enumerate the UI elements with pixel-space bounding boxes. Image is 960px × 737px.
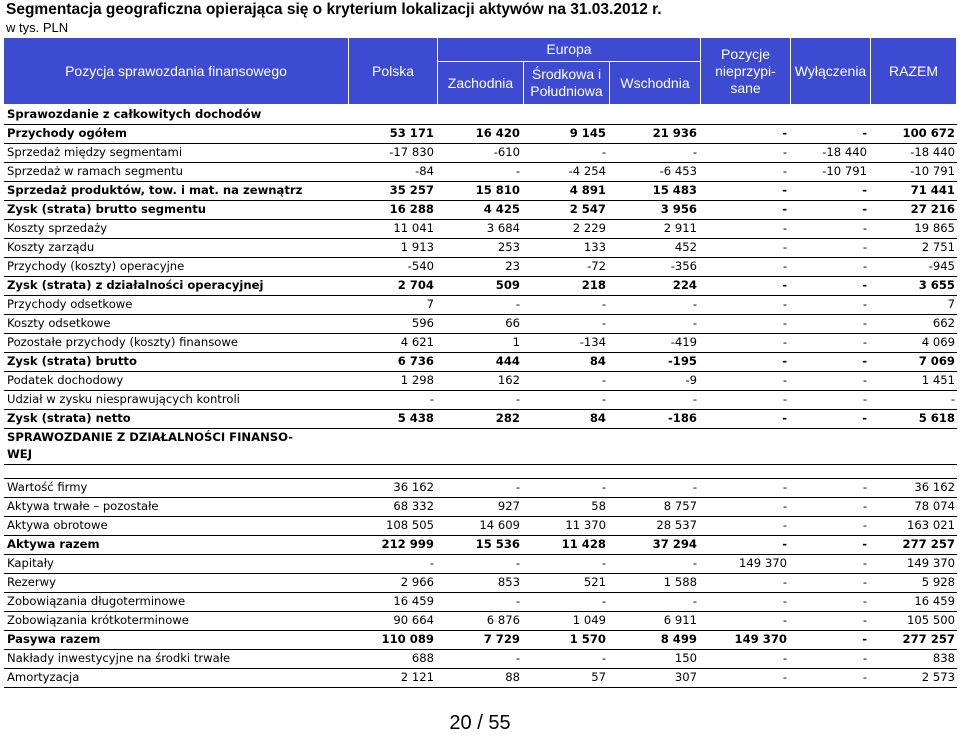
page-number: 20 / 55 xyxy=(449,712,511,734)
row-value: 662 xyxy=(932,316,955,330)
row-value: 84 xyxy=(589,354,606,368)
row-label: Zobowiązania długoterminowe xyxy=(7,594,186,608)
row-value: 838 xyxy=(932,651,955,665)
row-value: - xyxy=(601,145,606,159)
table-row xyxy=(4,125,957,144)
row-value: - xyxy=(862,354,867,368)
table-row xyxy=(4,182,957,201)
row-value: 15 483 xyxy=(652,183,697,197)
table-row xyxy=(4,239,957,258)
table-row xyxy=(4,574,957,593)
row-value: - xyxy=(862,537,867,551)
row-label: Amortyzacja xyxy=(7,670,80,684)
row-value: - xyxy=(782,126,787,140)
table-row xyxy=(4,517,957,536)
row-value: 521 xyxy=(583,575,606,589)
row-value: -72 xyxy=(587,259,606,273)
row-value: - xyxy=(782,575,787,589)
row-value: 596 xyxy=(411,316,434,330)
row-value: -540 xyxy=(407,259,434,273)
row-value: 16 288 xyxy=(389,202,434,216)
row-value: 2 547 xyxy=(569,202,606,216)
row-value: - xyxy=(862,202,867,216)
row-value: - xyxy=(515,164,520,178)
row-value: 53 171 xyxy=(389,126,434,140)
row-value: 11 428 xyxy=(561,537,606,551)
header-europa-group xyxy=(438,38,701,104)
row-value: 3 684 xyxy=(486,221,520,235)
table-row xyxy=(4,410,957,429)
row-value: -10 791 xyxy=(910,164,955,178)
row-value: 452 xyxy=(674,240,697,254)
table-row xyxy=(4,201,957,220)
row-label: Wartość firmy xyxy=(7,480,88,494)
row-value: 2 751 xyxy=(921,240,955,254)
row-value: -18 440 xyxy=(910,145,955,159)
row-value: - xyxy=(601,392,606,406)
row-value: 58 xyxy=(591,499,606,513)
row-value: 7 069 xyxy=(918,354,955,368)
row-label: Podatek dochodowy xyxy=(7,373,124,387)
row-value: 1 588 xyxy=(663,575,697,589)
row-label: Sprzedaż między segmentami xyxy=(7,145,183,159)
row-value: 3 956 xyxy=(660,202,697,216)
row-value: 21 936 xyxy=(652,126,697,140)
row-value: 66 xyxy=(505,316,520,330)
row-value: - xyxy=(862,651,867,665)
row-value: - xyxy=(862,278,867,292)
row-value: - xyxy=(782,145,787,159)
row-value: 277 257 xyxy=(902,537,955,551)
header-wschodnia: Wschodnia xyxy=(610,62,701,104)
row-value: 36 162 xyxy=(393,480,434,494)
row-label: Sprawozdanie z całkowitych dochodów xyxy=(7,107,262,121)
header-wylaczenia: Wyłączenia xyxy=(791,38,871,104)
row-value: 108 505 xyxy=(386,518,434,532)
row-value: - xyxy=(862,183,867,197)
row-value: 149 370 xyxy=(907,556,955,570)
row-value: 57 xyxy=(591,670,606,684)
row-value: -17 830 xyxy=(389,145,434,159)
row-value: -419 xyxy=(670,335,697,349)
header-position: Pozycja sprawozdania finansowego xyxy=(4,38,349,104)
header-polska: Polska xyxy=(349,38,438,104)
table-row xyxy=(4,334,957,353)
header-europa: Europa xyxy=(438,38,701,62)
row-value: - xyxy=(515,556,520,570)
row-value: - xyxy=(782,183,787,197)
row-value: 7 xyxy=(947,297,955,311)
row-value: - xyxy=(782,354,787,368)
row-value: -9 xyxy=(685,373,697,387)
row-label: Koszty odsetkowe xyxy=(7,316,111,330)
row-value: - xyxy=(601,316,606,330)
header-srodkowa: Środkowa i Południowa xyxy=(524,62,610,104)
table-row xyxy=(4,296,957,315)
row-value: 16 420 xyxy=(475,126,520,140)
row-value: 927 xyxy=(497,499,520,513)
row-value: - xyxy=(862,575,867,589)
row-value: 71 441 xyxy=(910,183,955,197)
row-label: Przychody odsetkowe xyxy=(7,297,133,311)
row-value: -4 254 xyxy=(568,164,606,178)
row-value: 4 069 xyxy=(921,335,955,349)
row-value: 853 xyxy=(497,575,520,589)
row-value: - xyxy=(515,651,520,665)
row-value: - xyxy=(782,259,787,273)
row-value: 4 891 xyxy=(569,183,606,197)
row-value: 2 966 xyxy=(400,575,434,589)
row-value: - xyxy=(692,480,697,494)
row-value: 218 xyxy=(581,278,606,292)
row-value: 150 xyxy=(674,651,697,665)
row-value: 307 xyxy=(674,670,697,684)
row-value: 2 121 xyxy=(400,670,434,684)
row-value: 9 145 xyxy=(569,126,606,140)
header-zachodnia: Zachodnia xyxy=(438,62,524,104)
row-value: - xyxy=(601,594,606,608)
header-razem: RAZEM xyxy=(871,38,957,104)
row-value: 11 370 xyxy=(565,518,606,532)
table-header xyxy=(4,38,957,104)
table-body xyxy=(4,106,957,688)
table-row xyxy=(4,593,957,612)
table-row xyxy=(4,220,957,239)
row-value: - xyxy=(862,316,867,330)
row-value: - xyxy=(782,202,787,216)
row-value: - xyxy=(782,411,787,425)
row-value: - xyxy=(862,411,867,425)
row-label: Przychody (koszty) operacyjne xyxy=(7,259,185,273)
row-value: -134 xyxy=(579,335,606,349)
row-value: 1 570 xyxy=(569,632,606,646)
row-label: Aktywa razem xyxy=(7,537,100,551)
row-value: 3 655 xyxy=(918,278,955,292)
row-label: Sprzedaż w ramach segmentu xyxy=(7,164,183,178)
row-value: 36 162 xyxy=(914,480,955,494)
header-nieprzypisane: Pozycje nieprzypi-sane xyxy=(701,38,791,104)
row-value: 7 xyxy=(426,297,434,311)
table-row xyxy=(4,315,957,334)
row-label: Aktywa trwałe – pozostałe xyxy=(7,499,159,513)
row-value: 16 459 xyxy=(393,594,434,608)
table-row xyxy=(4,669,957,688)
row-value: 100 672 xyxy=(902,126,955,140)
row-value: -945 xyxy=(928,259,955,273)
row-value: - xyxy=(782,164,787,178)
table-row xyxy=(4,106,957,125)
row-value: 5 438 xyxy=(397,411,434,425)
row-value: -6 453 xyxy=(659,164,697,178)
row-value: 2 911 xyxy=(663,221,697,235)
row-value: -84 xyxy=(415,164,434,178)
row-value: 7 729 xyxy=(483,632,520,646)
section-heading-line2: WEJ xyxy=(7,447,33,461)
row-value: - xyxy=(782,392,787,406)
row-value: - xyxy=(782,297,787,311)
row-value: 16 459 xyxy=(914,594,955,608)
row-value: - xyxy=(862,480,867,494)
row-value: 1 451 xyxy=(921,373,955,387)
row-value: 149 370 xyxy=(739,556,787,570)
row-value: - xyxy=(429,556,434,570)
row-value: - xyxy=(515,480,520,494)
row-value: - xyxy=(782,221,787,235)
row-value: - xyxy=(601,556,606,570)
row-value: 6 736 xyxy=(397,354,434,368)
row-value: 84 xyxy=(589,411,606,425)
row-value: - xyxy=(862,126,867,140)
row-value: 4 621 xyxy=(400,335,434,349)
row-value: -195 xyxy=(667,354,697,368)
row-label: Sprzedaż produktów, tow. i mat. na zewnątrz xyxy=(7,183,303,197)
table-row xyxy=(4,650,957,669)
row-value: - xyxy=(782,518,787,532)
row-value: 110 089 xyxy=(381,632,434,646)
row-value: 1 298 xyxy=(400,373,434,387)
row-label: Zysk (strata) z działalności operacyjnej xyxy=(7,278,264,292)
row-value: - xyxy=(782,594,787,608)
section-heading xyxy=(4,429,957,465)
row-value: - xyxy=(862,373,867,387)
row-label: Koszty sprzedaży xyxy=(7,221,108,235)
row-value: 5 928 xyxy=(921,575,955,589)
row-value: 27 216 xyxy=(910,202,955,216)
table-row xyxy=(4,372,957,391)
row-value: 2 704 xyxy=(397,278,434,292)
row-value: 90 664 xyxy=(393,613,434,627)
table-row xyxy=(4,277,957,296)
row-value: 23 xyxy=(505,259,520,273)
row-label: Pozostałe przychody (koszty) finansowe xyxy=(7,335,238,349)
table-row xyxy=(4,555,957,574)
row-value: 253 xyxy=(497,240,520,254)
row-value: -610 xyxy=(493,145,520,159)
row-value: - xyxy=(862,240,867,254)
row-value: -10 791 xyxy=(822,164,867,178)
table-row xyxy=(4,479,957,498)
row-value: 6 876 xyxy=(486,613,520,627)
row-value: 78 074 xyxy=(914,499,955,513)
row-value: - xyxy=(862,518,867,532)
row-label: Koszty zarządu xyxy=(7,240,95,254)
row-value: - xyxy=(862,221,867,235)
row-value: 224 xyxy=(672,278,697,292)
row-value: 1 913 xyxy=(400,240,434,254)
row-value: - xyxy=(782,335,787,349)
page-title: Segmentacja geograficzna opierająca się o kryterium lokalizacji aktywów na 31.03.2012 r. xyxy=(6,1,662,18)
row-value: -18 440 xyxy=(822,145,867,159)
row-value: - xyxy=(692,594,697,608)
table-row xyxy=(4,391,957,410)
row-value: - xyxy=(782,316,787,330)
row-value: 8 757 xyxy=(663,499,697,513)
row-value: - xyxy=(601,297,606,311)
row-value: - xyxy=(862,335,867,349)
table-row xyxy=(4,498,957,517)
row-value: 28 537 xyxy=(656,518,697,532)
row-value: 68 332 xyxy=(393,499,434,513)
row-value: 105 500 xyxy=(907,613,955,627)
row-value: 133 xyxy=(583,240,606,254)
row-value: - xyxy=(782,499,787,513)
row-value: 2 229 xyxy=(572,221,606,235)
row-value: 11 041 xyxy=(393,221,434,235)
row-value: - xyxy=(782,240,787,254)
row-value: 163 021 xyxy=(907,518,955,532)
row-label: Aktywa obrotowe xyxy=(7,518,108,532)
row-value: 149 370 xyxy=(734,632,787,646)
row-value: - xyxy=(692,316,697,330)
table-row xyxy=(4,258,957,277)
row-value: 15 536 xyxy=(475,537,520,551)
row-value: 19 865 xyxy=(914,221,955,235)
row-value: - xyxy=(515,594,520,608)
table-row xyxy=(4,144,957,163)
row-label: Zysk (strata) brutto xyxy=(7,354,137,368)
row-value: - xyxy=(692,297,697,311)
row-value: 1 049 xyxy=(572,613,606,627)
row-value: - xyxy=(862,632,867,646)
row-value: 2 573 xyxy=(921,670,955,684)
table-row xyxy=(4,536,957,555)
row-value: 8 499 xyxy=(660,632,697,646)
row-value: - xyxy=(782,651,787,665)
table-row xyxy=(4,353,957,372)
row-value: - xyxy=(692,145,697,159)
row-label: Zysk (strata) brutto segmentu xyxy=(7,202,207,216)
row-value: 277 257 xyxy=(902,632,955,646)
row-value: -356 xyxy=(670,259,697,273)
row-value: - xyxy=(862,613,867,627)
row-value: - xyxy=(782,373,787,387)
row-value: - xyxy=(862,297,867,311)
row-value: 162 xyxy=(497,373,520,387)
row-value: 6 911 xyxy=(663,613,697,627)
row-value: - xyxy=(862,259,867,273)
blank-row xyxy=(4,465,957,479)
row-value: 444 xyxy=(495,354,520,368)
row-value: - xyxy=(782,613,787,627)
row-value: - xyxy=(515,297,520,311)
row-value: - xyxy=(515,392,520,406)
row-label: Zobowiązania krótkoterminowe xyxy=(7,613,189,627)
row-value: - xyxy=(862,556,867,570)
row-value: 4 425 xyxy=(483,202,520,216)
row-value: 282 xyxy=(495,411,520,425)
row-value: 14 609 xyxy=(479,518,520,532)
row-value: - xyxy=(862,499,867,513)
row-value: 212 999 xyxy=(381,537,434,551)
row-value: - xyxy=(862,594,867,608)
table-row xyxy=(4,163,957,182)
row-value: - xyxy=(782,537,787,551)
row-label: Udział w zysku niesprawujących kontroli xyxy=(7,392,240,406)
row-value: - xyxy=(692,392,697,406)
table-row xyxy=(4,612,957,631)
row-value: - xyxy=(429,392,434,406)
row-value: - xyxy=(601,373,606,387)
row-value: - xyxy=(601,480,606,494)
row-value: - xyxy=(862,670,867,684)
row-value: 35 257 xyxy=(389,183,434,197)
row-label: Kapitały xyxy=(7,556,54,570)
row-value: 37 294 xyxy=(652,537,697,551)
row-value: - xyxy=(692,556,697,570)
row-label: Rezerwy xyxy=(7,575,56,589)
row-value: 1 xyxy=(512,335,520,349)
row-label: Pasywa razem xyxy=(7,632,101,646)
row-value: - xyxy=(782,670,787,684)
row-value: 509 xyxy=(495,278,520,292)
row-value: 5 618 xyxy=(918,411,955,425)
section-heading-line1: SPRAWOZDANIE Z DZIAŁALNOŚCI FINANSO- xyxy=(7,430,294,444)
row-value: - xyxy=(601,651,606,665)
row-value: 88 xyxy=(505,670,520,684)
row-value: - xyxy=(782,480,787,494)
row-value: 688 xyxy=(411,651,434,665)
row-value: - xyxy=(862,392,867,406)
row-label: Zysk (strata) netto xyxy=(7,411,131,425)
row-label: Przychody ogółem xyxy=(7,126,127,140)
row-value: -186 xyxy=(667,411,697,425)
unit-label: w tys. PLN xyxy=(6,20,69,35)
row-value: - xyxy=(782,278,787,292)
row-label: Nakłady inwestycyjne na środki trwałe xyxy=(7,651,231,665)
row-value: 15 810 xyxy=(475,183,520,197)
table-row xyxy=(4,631,957,650)
row-value: - xyxy=(950,392,955,406)
